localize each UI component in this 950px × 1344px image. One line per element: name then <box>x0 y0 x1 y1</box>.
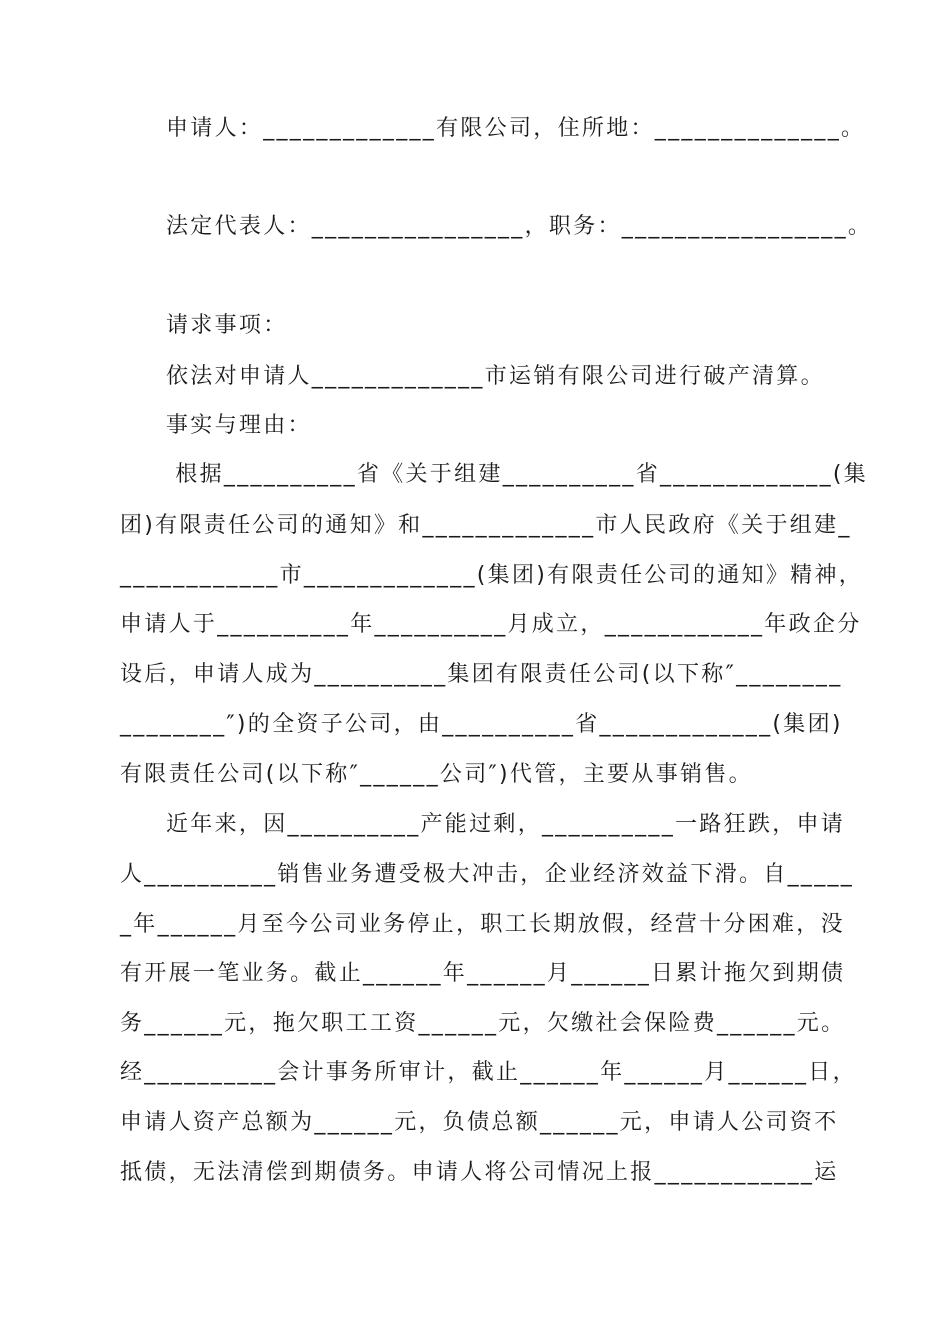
paragraph-line: 有开展一笔业务。截止______年______月______日累计拖欠到期债 <box>120 961 846 986</box>
paragraph-line: 根据__________省《关于组建__________省_____________(集 <box>166 462 869 487</box>
paragraph-line: _年______月至今公司业务停止，职工长期放假，经营十分困难，没 <box>120 912 845 937</box>
paragraph-line: ____________市_____________(集团)有限责任公司的通知》精神， <box>120 563 864 588</box>
paragraph-line: 申请人资产总额为______元，负债总额______元，申请人公司资不 <box>120 1110 839 1135</box>
paragraph-line: 有限责任公司(以下称″______公司″)代管，主要从事销售。 <box>120 762 753 787</box>
paragraph-line: 团)有限责任公司的通知》和_____________市人民政府《关于组建_ <box>120 513 852 538</box>
facts-heading: 事实与理由： <box>166 413 312 438</box>
paragraph-line: ________″)的全资子公司，由__________省_____________(集团) <box>120 712 843 737</box>
paragraph-line: 经__________会计事务所审计，截止______年______月______日， <box>120 1060 857 1085</box>
request-heading: 请求事项： <box>166 313 288 338</box>
paragraph-line: 近年来，因__________产能过剩，__________一路狂跌，申请 <box>166 812 846 837</box>
legal-representative-line: 法定代表人：________________，职务：_________________。 <box>166 214 873 239</box>
paragraph-line: 人__________销售业务遭受极大冲击，企业经济效益下滑。自_____ <box>120 862 855 887</box>
applicant-line: 申请人：_____________有限公司，住所地：______________。 <box>166 116 866 141</box>
paragraph-line: 设后，申请人成为__________集团有限责任公司(以下称″________ <box>120 662 843 687</box>
paragraph-line: 抵债，无法清偿到期债务。申请人将公司情况上报____________运 <box>120 1160 839 1185</box>
paragraph-line: 申请人于__________年__________月成立，____________年政企分 <box>120 612 862 637</box>
paragraph-line: 务______元，拖欠职工工资______元，欠缴社会保险费______元。 <box>120 1011 846 1036</box>
request-content: 依法对申请人_____________市运销有限公司进行破产清算。 <box>166 364 825 389</box>
